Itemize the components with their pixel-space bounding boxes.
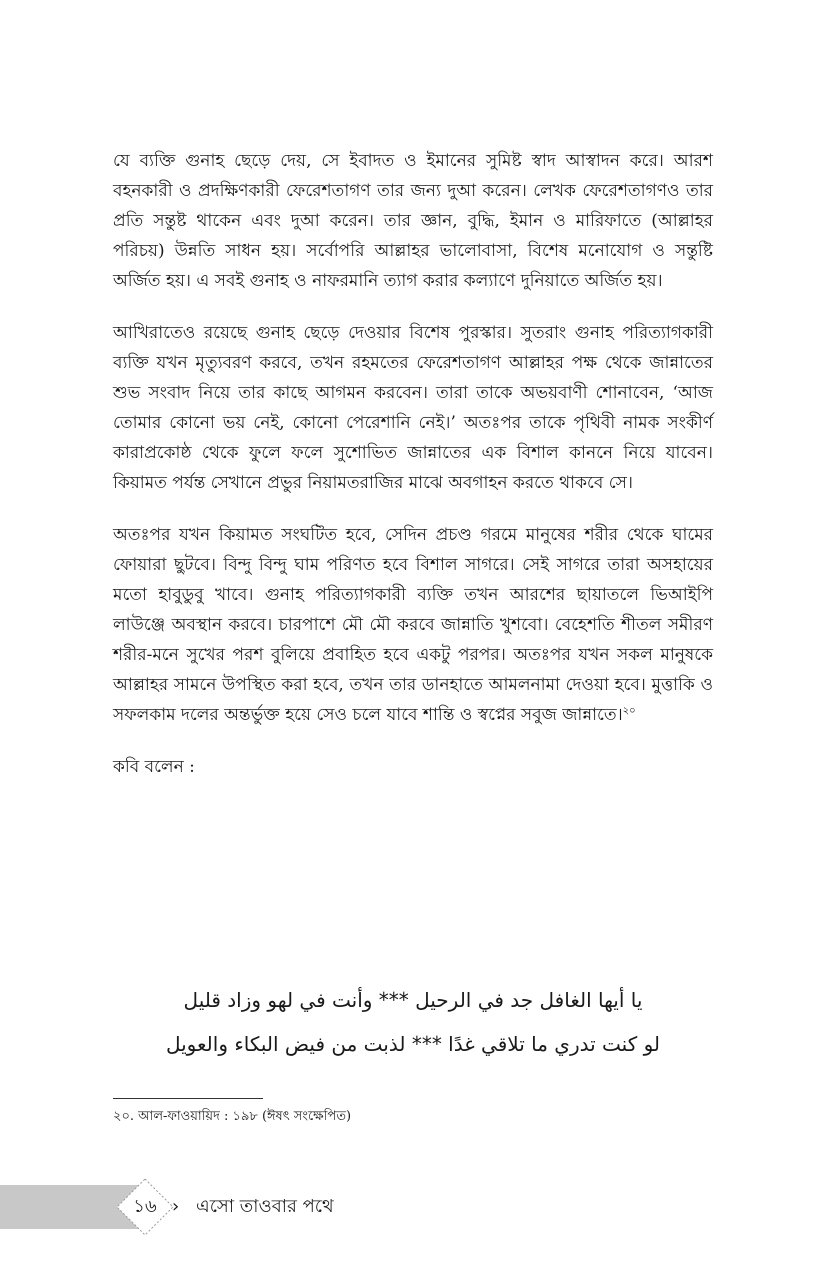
verse-line-2: لو كنت تدري ما تلاقي غدًا *** لذبت من فيض البكاء والعويل: [165, 1032, 661, 1056]
footnote: ২০. আল-ফাওয়ায়িদ : ১৯৮ (ঈষৎ সংক্ষেপিত): [113, 1109, 352, 1124]
paragraph-judgment-day-text: অতঃপর যখন কিয়ামত সংঘটিত হবে, সেদিন প্রচণ্ড গরমে মানুষের শরীর থেকে ঘামের ফোয়ারা ছুটবে। বিন্দু বিন্দু ঘাম পরিণত হবে বিশাল সাগরে। সেই সাগরে তারা অসহায়ের মতো হাবুডুবু খাবে। গুনাহ পরিত্যাগকারী ব্যক্তি তখন আরশের ছায়াতলে ভিআইপি লাউঞ্জে অবস্থান করবে। চারপাশে মৌ মৌ করবে জান্নাতি খুশবো। বেহেশতি শীতল সমীরণ শরীর-মনে সুখের পরশ বুলিয়ে প্রবাহিত হবে একটু পরপর। অতঃপর যখন সকল মানুষকে আল্লাহর সামনে উপস্থিত করা হবে, তখন তার ডানহাতে আমলনামা দেওয়া হবে। মুত্তাকি ও সফলকাম দলের অন্তর্ভুক্ত হয়ে সেও চলে যাবে শান্তি ও স্বপ্নের সবুজ জান্নাতে।: [113, 525, 713, 725]
arabic-verses: [113, 978, 713, 1066]
poet-intro: কবি বলেন :: [113, 757, 195, 777]
footer-arrow-icon: ›: [172, 1196, 180, 1217]
footnote-reference: ২০: [622, 705, 636, 717]
running-book-title: এসো তাওবার পথে: [196, 1196, 334, 1217]
verse-line-1: يا أيها الغافل جد في الرحيل *** وأنت في لهو وزاد قليل: [183, 988, 643, 1012]
footnote-divider: [113, 1098, 263, 1099]
body-text: [113, 146, 713, 782]
paragraph-afterlife-reward: আখিরাতেও রয়েছে গুনাহ ছেড়ে দেওয়ার বিশেষ পুরস্কার। সুতরাং গুনাহ পরিত্যাগকারী ব্যক্তি যখন মৃত্যুবরণ করবে, তখন রহমতের ফেরেশতাগণ আল্লাহর পক্ষ থেকে জান্নাতের শুভ সংবাদ নিয়ে তার কাছে আগমন করবেন। তারা তাকে অভয়বাণী শোনাবেন, ‘আজ তোমার কোনো ভয় নেই, কোনো পেরেশানি নেই।’ অতঃপর তাকে পৃথিবী নামক সংকীর্ণ কারাপ্রকোষ্ঠ থেকে ফুলে ফলে সুশোভিত জান্নাতের এক বিশাল কাননে নিয়ে যাবেন। কিয়ামত পর্যন্ত সেখানে প্রভুর নিয়ামতরাজির মাঝে অবগাহন করতে থাকবে সে।: [113, 323, 713, 493]
paragraph-worldly-benefits: যে ব্যক্তি গুনাহ ছেড়ে দেয়, সে ইবাদত ও ইমানের সুমিষ্ট স্বাদ আস্বাদন করে। আরশ বহনকারী ও প্রদক্ষিণকারী ফেরেশতাগণ তার জন্য দুআ করেন। লেখক ফেরেশতাগণও তার প্রতি সন্তুষ্ট থাকেন এবং দুআ করেন। তার জ্ঞান, বুদ্ধি, ইমান ও মারিফাতে (আল্লাহর পরিচয়) উন্নতি সাধন হয়। সর্বোপরি আল্লাহর ভালোবাসা, বিশেষ মনোযোগ ও সন্তুষ্টি অর্জিত হয়। এ সবই গুনাহ ও নাফরমানি ত্যাগ করার কল্যাণে দুনিয়াতে অর্জিত হয়।: [113, 151, 713, 291]
paragraph-judgment-day: [113, 520, 713, 730]
page-number: ১৬: [133, 1196, 157, 1217]
